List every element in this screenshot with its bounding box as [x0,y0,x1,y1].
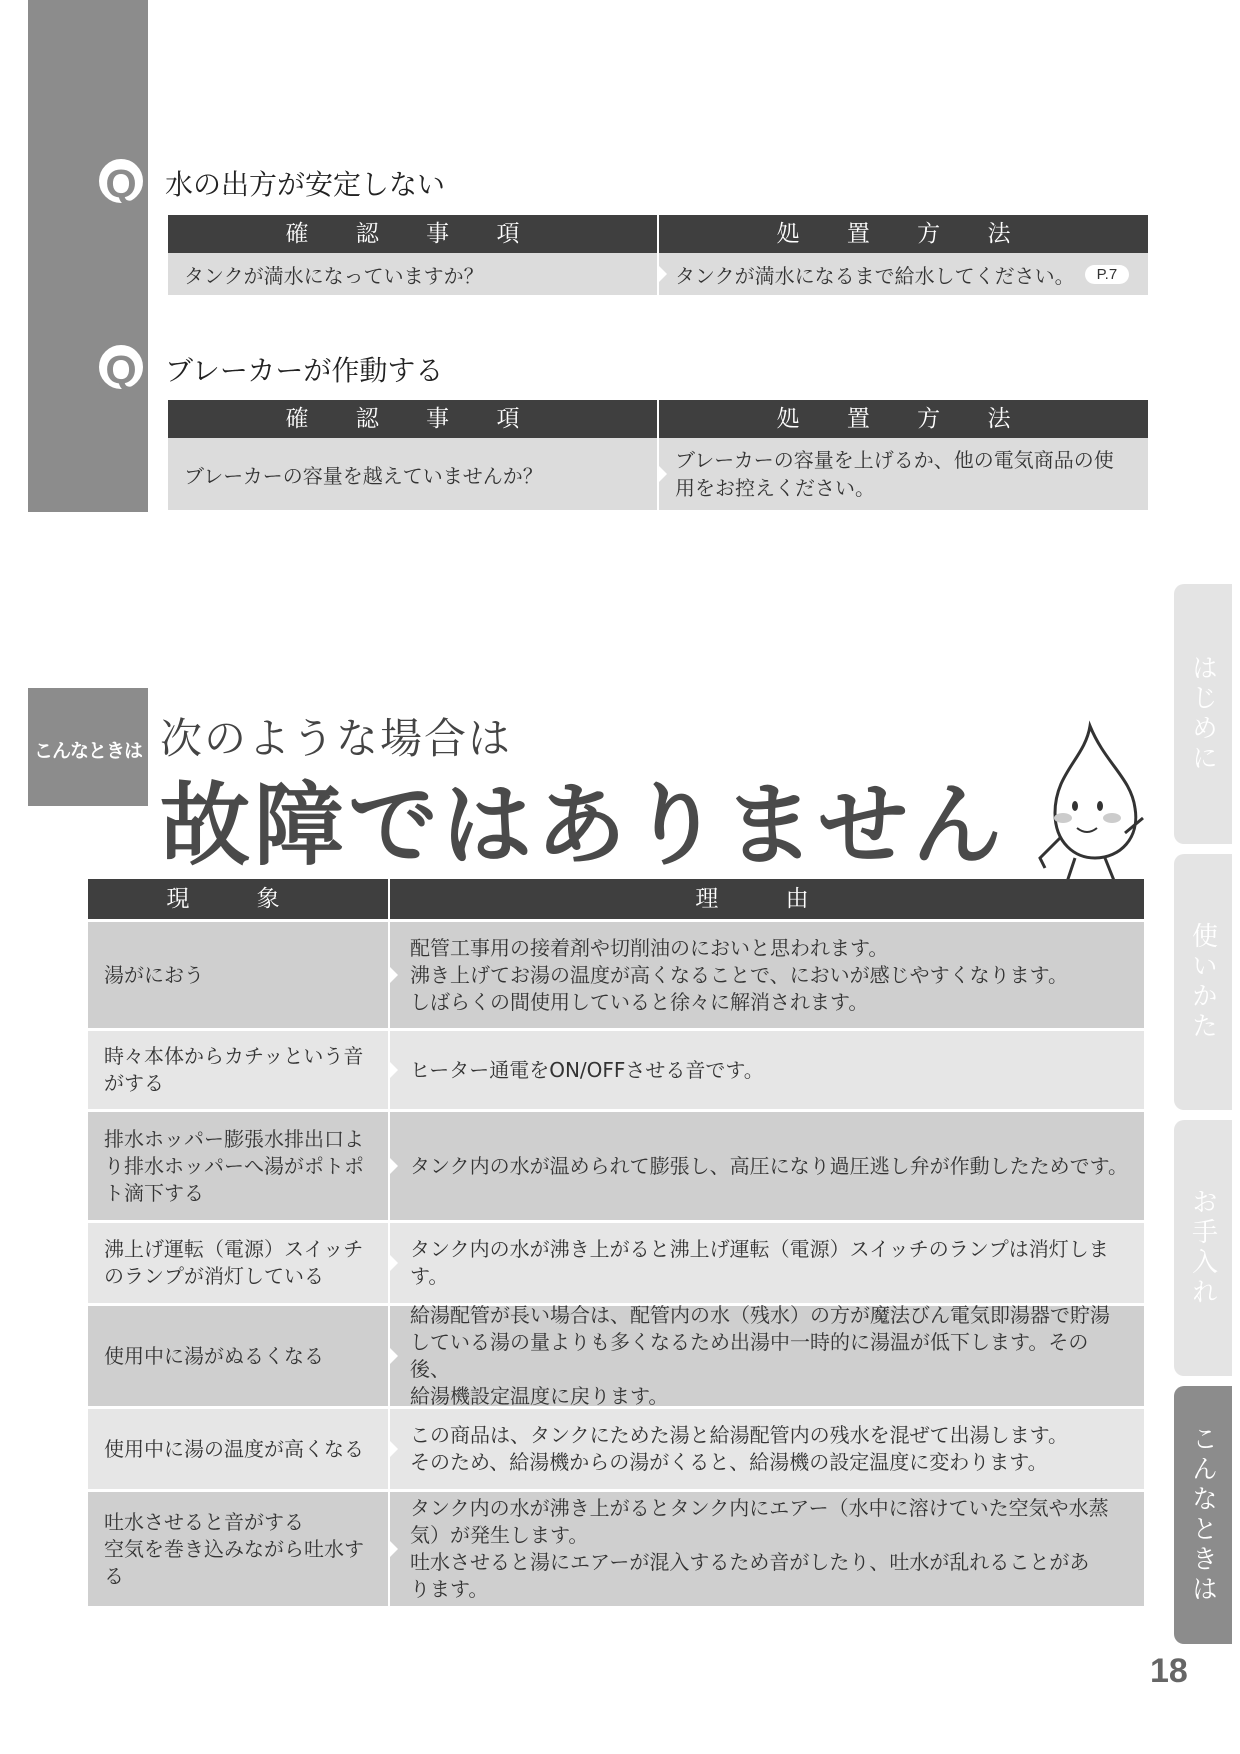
arrow-right-icon [657,464,667,484]
table-row [88,1109,1144,1220]
phenomenon-cell: 使用中に湯の温度が高くなる [104,1436,364,1461]
side-tab-label: こんなときは [1187,1425,1218,1605]
q2-check-text: ブレーカーの容量を越えていませんか？ [184,463,543,488]
col-check-header: 確 認 事 項 [285,406,540,432]
phenomenon-cell: 使用中に湯がぬるくなる [104,1343,324,1368]
q2-row [168,438,1148,510]
side-tab-oteire[interactable] [1174,1120,1232,1376]
q-mark-2 [94,340,148,394]
arrow-right-icon [388,1539,398,1559]
reason-cell [388,1409,1144,1489]
q-mark-1 [94,154,148,208]
arrow-right-icon [388,1156,398,1176]
q2-action [657,438,1148,510]
col-action-header: 処 置 方 法 [657,215,1148,253]
q1-check [168,253,657,295]
q1-action [657,253,1148,295]
reason-cell [388,1492,1144,1606]
q2-action-text: ブレーカーの容量を上げるか、他の電気商品の使用をお控えください。 [675,448,1114,500]
reason-text: タンク内の水が沸き上がるとタンク内にエアー（水中に溶けていた空気や水蒸 気）が発生します。 吐水させると湯にエアーが混入するため音がしたり、吐水が乱れることがあ ります。 [410,1496,1109,1601]
table-row [88,1028,1144,1109]
reason-text: 配管工事用の接着剤や切削油のにおいと思われます。 沸き上げてお湯の温度が高くなることで、においが感じやすくなります。 しばらくの間使用していると徐々に解消されます。 [410,935,1068,1014]
reason-cell [388,1112,1144,1220]
phenomenon-cell: 沸上げ運転（電源）スイッチのランプが消灯している [104,1237,364,1288]
arrow-right-icon [388,1346,398,1366]
q1-title: 水の出方が安定しない [165,168,446,201]
side-tab-konnatokiwa[interactable] [1174,1386,1232,1644]
heading-sub: 次のような場合は [160,714,513,763]
table-row [88,1406,1144,1489]
q1-check-text: タンクが満水になっていますか？ [184,263,484,288]
section-label: こんなときは [33,740,142,762]
q-letter: Q [105,162,137,206]
q2-table-header [168,400,1148,438]
phenomenon-cell: 時々本体からカチッという音がする [104,1044,364,1095]
arrow-right-icon [388,1060,398,1080]
side-tab-tsukaikata[interactable] [1174,854,1232,1110]
arrow-right-icon [388,1439,398,1459]
trouble-table-header [88,879,1144,919]
reason-cell [388,922,1144,1028]
arrow-right-icon [388,965,398,985]
col-check-header: 確 認 事 項 [285,221,540,247]
q-letter: Q [105,348,137,392]
page-number: 18 [1150,1652,1188,1690]
side-tab-hajimeni[interactable] [1174,584,1232,844]
q1-table-header [168,215,1148,253]
side-tab-label: お手入れ [1187,1188,1218,1308]
arrow-right-icon [388,1253,398,1273]
q1-action-text: タンクが満水になるまで給水してください。 [675,263,1075,288]
reason-text: タンク内の水が沸き上がると沸上げ運転（電源）スイッチのランプは消灯します。 [410,1237,1109,1288]
q2-title: ブレーカーが作動する [165,354,444,387]
phenomenon-cell [88,1492,388,1606]
phenomenon-cell: 湯がにおう [104,962,204,987]
phenomenon-text: 吐水させると音がする 空気を巻き込みながら吐水する [104,1509,364,1588]
arrow-right-icon [657,264,667,284]
left-bar-top [28,0,148,512]
reason-text: 給湯配管が長い場合は、配管内の水（残水）の方が魔法びん電気即湯器で貯湯 している湯の量よりも多くなるため出湯中一時的に湯温が低下します。その後、 給湯機設定温度に戻ります。 [410,1303,1110,1408]
q1-table [168,215,1148,295]
reason-cell [388,1223,1144,1303]
heading-main: 故障ではありません [160,773,1006,878]
col-reason-header: 理 由 [388,879,1144,919]
reason-text: タンク内の水が温められて膨張し、高圧になり過圧逃し弁が作動したためです。 [410,1153,1128,1178]
table-row [88,919,1144,1028]
col-phenomenon-header: 現 象 [166,886,310,912]
page-ref-badge[interactable]: P.7 [1085,265,1130,284]
reason-text: ヒーター通電をON/OFFさせる音です。 [410,1057,764,1082]
side-tab-label: 使いかた [1187,922,1218,1042]
q2-table [168,400,1148,510]
col-action-header: 処 置 方 法 [657,400,1148,438]
reason-cell [388,1031,1144,1109]
reason-text: この商品は、タンクにためた湯と給湯配管内の残水を混ぜて出湯します。 そのため、給湯機からの湯がくると、給湯機の設定温度に変わります。 [410,1423,1068,1474]
q2-check [168,438,657,510]
reason-cell [388,1303,1144,1408]
phenomenon-cell: 排水ホッパー膨張水排出口より排水ホッパーへ湯がポトポト滴下する [104,1126,364,1205]
trouble-table [88,879,1144,1606]
table-row [88,1489,1144,1606]
table-row [88,1220,1144,1303]
table-row [88,1303,1144,1406]
side-tab-label: はじめに [1187,654,1218,774]
q1-row [168,253,1148,295]
